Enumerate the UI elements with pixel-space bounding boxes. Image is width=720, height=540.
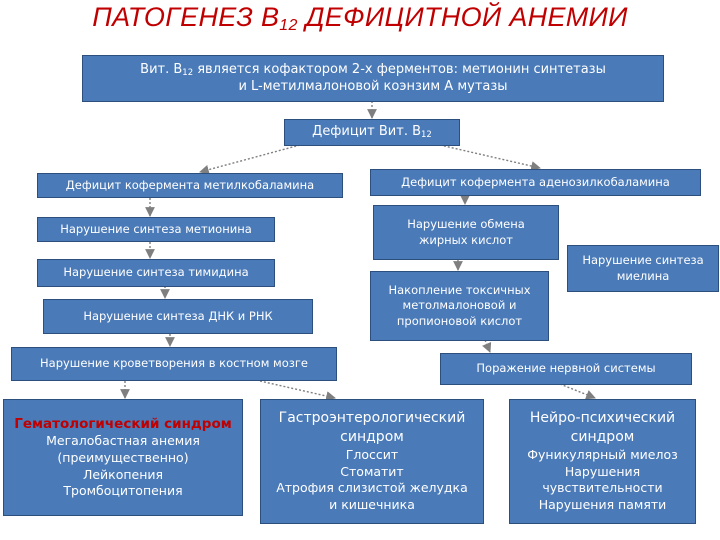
arrow-hematopoiesis-to-gastro (260, 381, 335, 398)
hematopoiesis-box: Нарушение кроветворения в костном мозге (11, 347, 337, 381)
dna-rna-synthesis-box: Нарушение синтеза ДНК и РНК (43, 299, 313, 334)
gastro-syndrome-box: Гастроэнтерологический синдром Глоссит Стоматит Атрофия слизистой желудка и кишечника (260, 399, 484, 524)
hematological-syndrome-title: Гематологический синдром (14, 415, 232, 432)
adenosylcobalamin-deficit-box: Дефицит кофермента аденозилкобаламина (370, 169, 701, 196)
methylcobalamin-deficit-box: Дефицит кофермента метилкобаламина (37, 173, 343, 198)
hematological-syndrome-box: Гематологический синдром Мегалобастная анемия (преимущественно) Лейкопения Тромбоцитопения (3, 399, 243, 516)
nervous-system-box: Поражение нервной системы (440, 353, 692, 385)
myelin-synthesis-box: Нарушение синтеза миелина (567, 245, 719, 292)
toxic-acids-box: Накопление токсичных метолмалоновой и пропионовой кислот (370, 271, 549, 341)
arrow-deficit-to-methylcobalamin (200, 145, 300, 172)
thymidine-synthesis-box: Нарушение синтеза тимидина (37, 259, 275, 287)
title-text: ПАТОГЕНЕЗ В (92, 2, 280, 32)
fatty-acid-metabolism-box: Нарушение обмена жирных кислот (373, 205, 559, 260)
b12-cofactor-line1: Вит. $В_{12}$ является кофактором 2-х ферментов: метионин синтетазы (140, 61, 606, 78)
arrow-nervous-to-neuro (560, 384, 595, 398)
methionine-synthesis-box: Нарушение синтеза метионина (37, 217, 275, 242)
b12-deficit-box: Дефицит Вит. $В_{12}$ (284, 119, 460, 146)
arrow-toxic-to-nervous (485, 340, 490, 352)
neuro-syndrome-box: Нейро-психический синдром Фуникулярный миелоз Нарушения чувствительности Нарушения памяти (509, 399, 696, 524)
title-subscript: 12 (279, 17, 298, 34)
title-rest: ДЕФИЦИТНОЙ АНЕМИИ (297, 2, 628, 32)
b12-cofactor-box (82, 55, 664, 102)
arrow-deficit-to-adenosylcobalamin (440, 145, 540, 168)
b12-cofactor-line2: и L-метилмалоновой коэнзим А мутазы (238, 78, 508, 94)
